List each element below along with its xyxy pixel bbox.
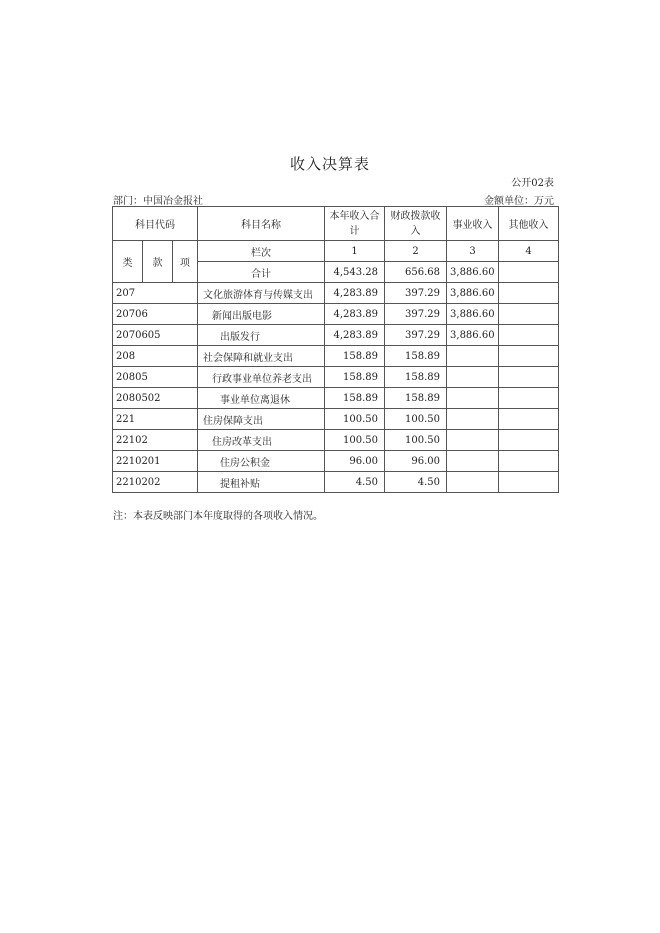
row-business	[447, 451, 499, 472]
col-label: 栏次	[198, 241, 325, 262]
row-code: 208	[113, 346, 198, 367]
row-business: 3,886.60	[447, 304, 499, 325]
department-label: 部门：中国冶金报社	[113, 196, 203, 207]
total-business: 3,886.60	[447, 262, 499, 283]
row-fiscal: 397.29	[385, 283, 447, 304]
row-fiscal: 96.00	[385, 451, 447, 472]
header-total-income: 本年收入合计	[325, 207, 385, 241]
table-row	[113, 325, 559, 346]
page-title: 收入决算表	[289, 155, 370, 173]
header-code: 科目代码	[113, 207, 198, 241]
row-other	[499, 451, 559, 472]
total-fiscal: 656.68	[385, 262, 447, 283]
table-row	[113, 346, 559, 367]
row-name: 提租补贴	[198, 472, 325, 493]
row-other	[499, 304, 559, 325]
table-row	[113, 388, 559, 409]
row-business: 3,886.60	[447, 325, 499, 346]
row-name: 住房保障支出	[198, 409, 325, 430]
table-row	[113, 304, 559, 325]
table-row	[113, 283, 559, 304]
row-code: 2080502	[113, 388, 198, 409]
row-other	[499, 409, 559, 430]
header-lei: 类	[113, 241, 143, 283]
row-total: 100.50	[325, 409, 385, 430]
row-business	[447, 430, 499, 451]
total-income: 4,543.28	[325, 262, 385, 283]
row-business	[447, 346, 499, 367]
row-business	[447, 388, 499, 409]
col-number-1: 1	[325, 241, 385, 262]
row-fiscal: 397.29	[385, 325, 447, 346]
table-row	[113, 472, 559, 493]
row-other	[499, 388, 559, 409]
row-fiscal: 158.89	[385, 388, 447, 409]
row-other	[499, 283, 559, 304]
row-business	[447, 472, 499, 493]
row-code: 20706	[113, 304, 198, 325]
row-code: 20805	[113, 367, 198, 388]
row-code: 2070605	[113, 325, 198, 346]
column-number-row	[113, 241, 559, 262]
form-number: 公开02表	[511, 178, 554, 189]
header-xiang: 项	[173, 241, 198, 283]
row-name: 文化旅游体育与传媒支出	[198, 283, 325, 304]
row-other	[499, 472, 559, 493]
row-other	[499, 346, 559, 367]
row-fiscal: 158.89	[385, 367, 447, 388]
row-other	[499, 430, 559, 451]
header-other: 其他收入	[499, 207, 559, 241]
row-total: 158.89	[325, 388, 385, 409]
footnote: 注：本表反映部门本年度取得的各项收入情况。	[113, 511, 323, 522]
header-name: 科目名称	[198, 207, 325, 241]
row-name: 住房改革支出	[198, 430, 325, 451]
row-fiscal: 4.50	[385, 472, 447, 493]
row-code: 2210201	[113, 451, 198, 472]
col-number-2: 2	[385, 241, 447, 262]
row-name: 住房公积金	[198, 451, 325, 472]
row-total: 4,283.89	[325, 304, 385, 325]
row-fiscal: 158.89	[385, 346, 447, 367]
row-other	[499, 325, 559, 346]
row-code: 207	[113, 283, 198, 304]
col-number-4: 4	[499, 241, 559, 262]
row-other	[499, 367, 559, 388]
row-business	[447, 409, 499, 430]
table-row	[113, 451, 559, 472]
table-row	[113, 367, 559, 388]
row-total: 100.50	[325, 430, 385, 451]
total-other	[499, 262, 559, 283]
row-code: 22102	[113, 430, 198, 451]
row-total: 4.50	[325, 472, 385, 493]
row-name: 社会保障和就业支出	[198, 346, 325, 367]
row-total: 96.00	[325, 451, 385, 472]
header-kuan: 款	[143, 241, 173, 283]
row-code: 2210202	[113, 472, 198, 493]
row-name: 事业单位离退休	[198, 388, 325, 409]
row-fiscal: 100.50	[385, 430, 447, 451]
row-name: 出版发行	[198, 325, 325, 346]
header-row	[113, 207, 559, 241]
row-name: 新闻出版电影	[198, 304, 325, 325]
row-total: 158.89	[325, 367, 385, 388]
col-number-3: 3	[447, 241, 499, 262]
row-code: 221	[113, 409, 198, 430]
row-name: 行政事业单位养老支出	[198, 367, 325, 388]
header-fiscal: 财政拨款收入	[385, 207, 447, 241]
unit-label: 金额单位：万元	[484, 196, 554, 207]
header-business: 事业收入	[447, 207, 499, 241]
row-total: 158.89	[325, 346, 385, 367]
row-business	[447, 367, 499, 388]
row-business: 3,886.60	[447, 283, 499, 304]
row-fiscal: 397.29	[385, 304, 447, 325]
table-row	[113, 430, 559, 451]
row-total: 4,283.89	[325, 283, 385, 304]
table-row	[113, 409, 559, 430]
income-table	[112, 206, 559, 493]
row-fiscal: 100.50	[385, 409, 447, 430]
row-total: 4,283.89	[325, 325, 385, 346]
total-label: 合计	[198, 262, 325, 283]
